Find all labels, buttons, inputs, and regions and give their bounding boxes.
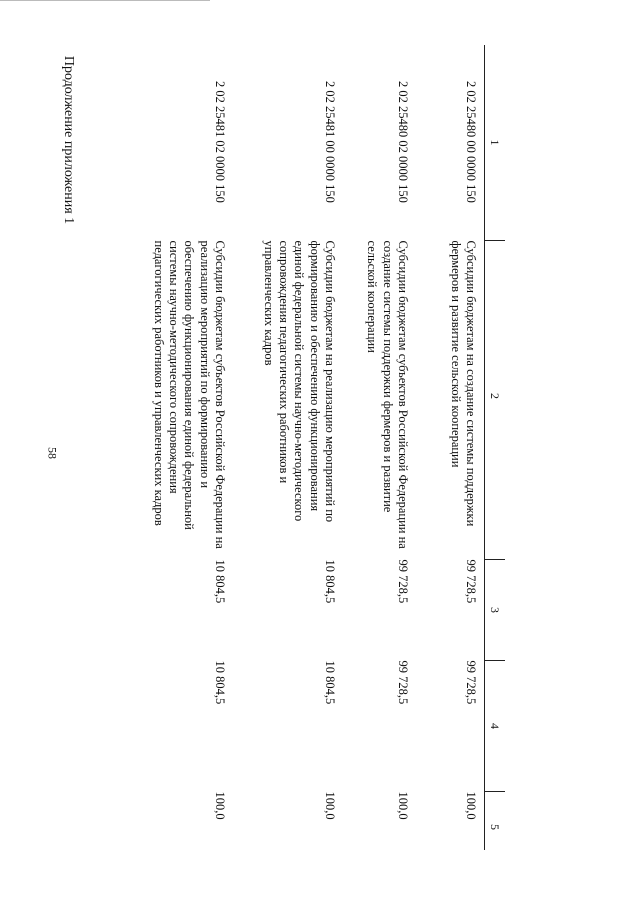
header-col-1: 1: [485, 45, 506, 241]
row-value-col4: 10 804,5: [323, 660, 337, 705]
table-row: [233, 45, 343, 850]
row-code-cell: [416, 45, 485, 241]
row-value-col4: 10 804,5: [213, 660, 227, 705]
row-value-col3: 99 728,5: [396, 559, 410, 604]
row-value-col5: 100,0: [464, 791, 478, 820]
header-col-4: 4: [485, 661, 506, 792]
table-row: [343, 45, 416, 850]
continuation-label: Продолжение приложения 1: [61, 55, 76, 225]
row-code-cell: [233, 45, 343, 241]
row-code: 2 02 25480 00 0000 150: [464, 81, 478, 203]
row-value-col5: 100,0: [323, 791, 337, 820]
row-code-cell: [90, 45, 233, 241]
row-description: Субсидии бюджетам субъектов Российской Федерации на реализацию мероприятий по формированию и обеспечению функционирования единой федеральной системы научно-методического сопровождения педагогических работников и управленческих кадров: [152, 240, 227, 549]
row-value-col5: 100,0: [213, 791, 227, 820]
row-value-col4: 99 728,5: [464, 660, 478, 705]
page-number: 58: [45, 447, 60, 459]
row-code-cell: [343, 45, 416, 241]
header-col-2: 2: [485, 241, 506, 560]
row-value-col3: 10 804,5: [213, 559, 227, 604]
table-header-row: [485, 45, 506, 850]
row-code: 2 02 25481 02 0000 150: [213, 81, 227, 203]
scan-edge-line: [0, 0, 210, 1]
row-code: 2 02 25480 02 0000 150: [396, 81, 410, 203]
table-container: [90, 45, 505, 850]
table-row: [90, 45, 233, 850]
row-description: Субсидии бюджетам на создание системы поддержки фермеров и развитие сельской кооперации: [448, 240, 478, 527]
row-code: 2 02 25481 00 0000 150: [323, 81, 337, 203]
header-col-5: 5: [485, 792, 506, 851]
header-col-3: 3: [485, 560, 506, 661]
table-row: [416, 45, 485, 850]
row-value-col3: 99 728,5: [464, 559, 478, 604]
row-description: Субсидии бюджетам субъектов Российской Федерации на создание системы поддержки фермеров и развитие сельской кооперации: [365, 240, 410, 549]
budget-table: [90, 45, 505, 850]
row-value-col4: 99 728,5: [396, 660, 410, 705]
row-value-col5: 100,0: [396, 791, 410, 820]
row-description: Субсидии бюджетам на реализацию мероприятий по формированию и обеспечению функционирования единой федеральной системы научно-методического сопровождения педагогических работников и управленческих кадров: [262, 240, 337, 523]
row-value-col3: 10 804,5: [323, 559, 337, 604]
